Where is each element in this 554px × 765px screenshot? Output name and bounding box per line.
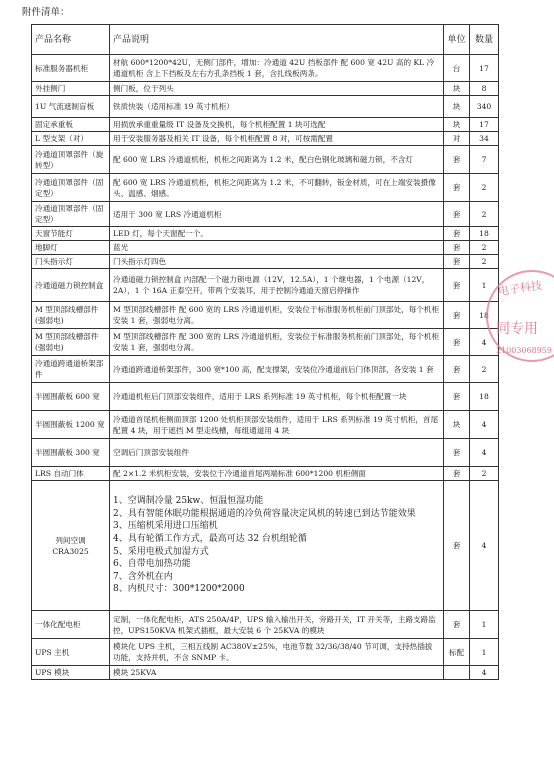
table-row <box>32 118 499 132</box>
table-row <box>32 132 499 146</box>
qty-cell: 17 <box>470 55 499 82</box>
unit-cell: 套 <box>444 383 470 411</box>
product-desc-cell: 蓝光 <box>110 241 444 255</box>
table-row <box>32 174 499 202</box>
product-name-cell: 固定承重板 <box>32 118 110 132</box>
product-list-table <box>31 24 499 680</box>
unit-cell: 套 <box>444 439 470 467</box>
unit-cell: 套 <box>444 611 470 639</box>
qty-cell: 18 <box>470 227 499 241</box>
table-row <box>32 467 499 481</box>
qty-cell: 7 <box>470 146 499 174</box>
product-name-cell: 一体化配电柜 <box>32 611 110 639</box>
table-row <box>32 439 499 467</box>
unit-cell: 块 <box>444 118 470 132</box>
product-name-cell: 冷通道顶罩部件（固定型） <box>32 174 110 202</box>
table-row <box>32 329 499 356</box>
table-row <box>32 227 499 241</box>
product-desc-cell: 适用于 300 宽 LRS 冷通道机柜 <box>110 202 444 227</box>
product-name-cell: 半圆围蔽板 300 宽 <box>32 439 110 467</box>
product-desc-cell: 材航 600*1200*42U，无侧门部件，增加：冷通道 42U 挡板部件 配 600 宽 42U 高的 KL 冷通道机柜 含上下挡板及左右方孔条挡板 1 套，含扎线板两条。 <box>110 55 444 82</box>
qty-cell: 2 <box>470 255 499 269</box>
product-name-cell: L 型支架（对） <box>32 132 110 146</box>
product-desc-cell: 用于安装服务器及相关 IT 设备，每个机柜配置 8 对，可按需配置 <box>110 132 444 146</box>
product-desc-cell: LED 灯，每个天窗配一个。 <box>110 227 444 241</box>
product-name-line: CRA3025 <box>52 546 89 556</box>
qty-cell: 8 <box>470 82 499 96</box>
product-desc-cell <box>110 481 444 611</box>
qty-cell: 2 <box>470 174 499 202</box>
unit-cell: 套 <box>444 269 470 302</box>
product-desc-cell: 冷通道机柜后门顶部安装组件，适用于 LRS 系列标准 19 英寸机柜，每个机柜配置一块 <box>110 383 444 411</box>
product-desc-cell: 门头指示灯四色 <box>110 255 444 269</box>
product-name-cell: 门头指示灯 <box>32 255 110 269</box>
product-name-cell: 冷通道顶罩部件（固定型） <box>32 202 110 227</box>
unit-cell: 块 <box>444 82 470 96</box>
product-desc-cell: 模块化 UPS 主机，三相五线制 AC380V±25%，电池节数 32/36/38/40 节可调，支持热插拔功能，支持并机，不含 SNMP 卡。 <box>110 639 444 666</box>
table-row <box>32 356 499 383</box>
unit-cell: 套 <box>444 467 470 481</box>
product-desc-cell: 配 2×1.2 米机柜安装，安装位于冷通道首尾两端标准 600*1200 机柜侧面 <box>110 467 444 481</box>
product-name-cell: 半圆围蔽板 1200 宽 <box>32 411 110 439</box>
table-row <box>32 611 499 639</box>
unit-cell: 套 <box>444 329 470 356</box>
product-name-cell: 冷通道磁力锁控制盒 <box>32 269 110 302</box>
header-qty: 数量 <box>470 25 499 55</box>
unit-cell: 套 <box>444 202 470 227</box>
qty-cell: 340 <box>470 96 499 118</box>
table-row <box>32 241 499 255</box>
unit-cell: 套 <box>444 255 470 269</box>
qty-cell: 1 <box>470 639 499 666</box>
product-desc-cell: M 型顶部线槽部件 配 300 宽的 LRS 冷通道机柜，安装位于标准服务机柜前门顶部处，每个机柜安装 1 套，强弱电分离。 <box>110 329 444 356</box>
table-row <box>32 302 499 329</box>
product-desc-cell: 模块 25KVA <box>110 666 444 680</box>
qty-cell: 18 <box>470 302 499 329</box>
qty-cell: 2 <box>470 467 499 481</box>
unit-cell: 套 <box>444 174 470 202</box>
spec-line: 2、具有智能休眠功能根据通道的冷负荷容量决定风机的转速已到达节能效果 <box>113 508 416 519</box>
spec-line: 1、空调制冷量 25kw、恒温恒湿功能 <box>113 496 264 507</box>
product-desc-cell: 用损放承重重量级 IT 设备及交换机，每个机柜配置 1 块可选配 <box>110 118 444 132</box>
qty-cell: 17 <box>470 118 499 132</box>
product-name-cell: M 型顶部线槽部件(强弱电) <box>32 302 110 329</box>
qty-cell: 4 <box>470 329 499 356</box>
unit-cell: 套 <box>444 481 470 611</box>
product-name-cell: 天窗节能灯 <box>32 227 110 241</box>
unit-cell: 对 <box>444 132 470 146</box>
product-name-cell: UPS 主机 <box>32 639 110 666</box>
product-desc-cell: 配 600 宽 LRS 冷通道机柜，机柜之间距离为 1.2 米，不可翻转，钣金材质，可在上端安装摄像头、温感、烟感。 <box>110 174 444 202</box>
qty-cell: 1 <box>470 269 499 302</box>
header-unit: 单位 <box>444 25 470 55</box>
product-desc-cell: 冷通道跨通道桥架部件，300 宽*100 高，配支撑架，安装位冷通道前后门体顶部，各安装 1 套 <box>110 356 444 383</box>
page-heading: 附件清单： <box>22 7 70 18</box>
header-name: 产品名称 <box>32 25 110 55</box>
table-row <box>32 82 499 96</box>
product-name-cell: 冷通道顶罩部件（旋转型） <box>32 146 110 174</box>
spec-line: 4、具有轮循工作方式，最高可达 32 台机组轮循 <box>113 533 307 544</box>
unit-cell <box>444 666 470 680</box>
qty-cell: 2 <box>470 241 499 255</box>
table-row <box>32 666 499 680</box>
spec-line: 3、压缩机采用进口压缩机 <box>113 521 218 532</box>
qty-cell: 34 <box>470 132 499 146</box>
table-body <box>32 55 499 680</box>
table-row <box>32 55 499 82</box>
table-row <box>32 383 499 411</box>
unit-cell: 套 <box>444 302 470 329</box>
spec-line: 7、含外机在内 <box>113 571 173 582</box>
spec-line: 5、采用电极式加湿方式 <box>113 546 209 557</box>
product-desc-cell: 冷通道首尾机柜侧面顶部 1200 处机柜顶部安装组件，适用于 LRS 系列标准 19 英寸机柜，首尾配置 4 块，用于遮挡 M 型走线槽，每组通道用 4 块 <box>110 411 444 439</box>
product-desc-cell: 铁质快装（适用标准 19 英寸机柜） <box>110 96 444 118</box>
table-row <box>32 146 499 174</box>
product-name-cell: M 型顶部线槽部件(强弱电) <box>32 329 110 356</box>
product-name-cell: 半圆围蔽板 600 宽 <box>32 383 110 411</box>
qty-cell: 4 <box>470 666 499 680</box>
spec-line: 6、自带电加热功能 <box>113 559 191 570</box>
unit-cell: 套 <box>444 146 470 174</box>
product-name-cell: 标准服务器机柜 <box>32 55 110 82</box>
qty-cell: 2 <box>470 202 499 227</box>
product-desc-cell: 冷通道磁力锁控制盒 内部配一个磁力锁电源（12V，12.5A），1 个继电器，1 个电源（12V，2A），1 个 16A 正泰空开，带两个安装耳，用于控制冷通道天窗启停操作 <box>110 269 444 302</box>
qty-cell: 4 <box>470 439 499 467</box>
table-row <box>32 202 499 227</box>
product-desc-cell: 定制，一体化配电柜，ATS 250A/4P，UPS 输入输出开关，旁路开关，IT 开关等，主路支路监控，UPS150KVA 机架式插框，最大安装 6 个 25KVA 的模块 <box>110 611 444 639</box>
qty-cell: 2 <box>470 356 499 383</box>
product-name-cell: 冷通道跨通道桥架部件 <box>32 356 110 383</box>
product-name-cell: LRS 自动门体 <box>32 467 110 481</box>
unit-cell: 块 <box>444 96 470 118</box>
product-name-line: 列间空调 <box>55 535 86 545</box>
qty-cell: 1 <box>470 611 499 639</box>
unit-cell: 台 <box>444 55 470 82</box>
unit-cell: 块 <box>444 411 470 439</box>
product-desc-cell: 侧门板，位于列头 <box>110 82 444 96</box>
table-row <box>32 96 499 118</box>
unit-cell: 套 <box>444 241 470 255</box>
table-row <box>32 639 499 666</box>
seal-text: 21003068959 <box>496 346 552 355</box>
table-row <box>32 481 499 611</box>
qty-cell: 4 <box>470 411 499 439</box>
unit-cell: 套 <box>444 356 470 383</box>
table-row <box>32 255 499 269</box>
product-desc-cell: M 型顶部线槽部件 配 600 宽的 LRS 冷通道机柜，安装位于标准服务机柜前门顶部处，每个机柜安装 1 套，强弱电分离。 <box>110 302 444 329</box>
unit-cell: 标配 <box>444 639 470 666</box>
seal-text: 电子科技 <box>497 278 543 298</box>
product-name-cell: 1U 气流遮制盲板 <box>32 96 110 118</box>
product-desc-cell: 配 600 宽 LRS 冷通道机柜，机柜之间距离为 1.2 米，配白色钢化玻璃和磁力锁，不含灯 <box>110 146 444 174</box>
spec-line: 8、内机尺寸：300*1200*2000 <box>113 584 245 595</box>
unit-cell: 套 <box>444 227 470 241</box>
product-name-cell <box>32 481 110 611</box>
header-desc: 产品说明 <box>110 25 444 55</box>
table-header-row <box>32 25 499 55</box>
product-desc-cell: 空调后门顶部安装组件 <box>110 439 444 467</box>
product-name-cell: UPS 模块 <box>32 666 110 680</box>
product-name-cell: 外挂侧门 <box>32 82 110 96</box>
qty-cell: 18 <box>470 383 499 411</box>
table-row <box>32 411 499 439</box>
table-row <box>32 269 499 302</box>
product-name-cell: 地脚灯 <box>32 241 110 255</box>
qty-cell: 4 <box>470 481 499 611</box>
seal-text: 同专用 <box>496 321 538 337</box>
